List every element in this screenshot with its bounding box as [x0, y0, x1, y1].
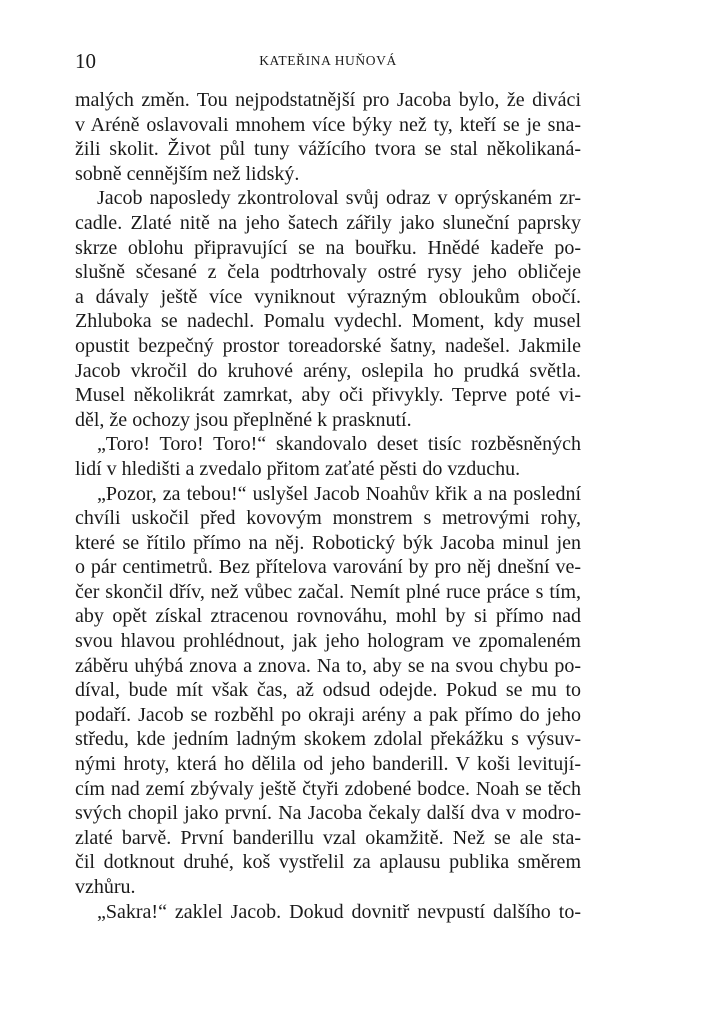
text-line: Jacob vkročil do kruhové arény, oslepila ho prudká světla. [75, 359, 581, 382]
text-line: podaří. Jacob se rozběhl po okraji arény a pak přímo do jeho [75, 703, 581, 726]
text-line: slušně sčesané z čela podtrhovaly ostré rysy jeho obličeje [75, 261, 581, 284]
book-page [75, 46, 581, 924]
text-line: čil dotknout druhé, koš vystřelil za aplausu publika směrem [75, 851, 581, 874]
text-line: chvíli uskočil před kovovým monstrem s metrovými rohy, [75, 507, 581, 530]
text-line: cím nad zemí zbývaly ještě čtyři zdobené bodce. Noah se těch [75, 777, 581, 800]
text-line: vzhůru. [75, 876, 136, 898]
text-line: a dávaly ještě více vyniknout výrazným obloukům obočí. [75, 285, 581, 308]
text-line: opustit bezpečný prostor toreadorské šatny, nadešel. Jakmile [75, 334, 581, 357]
text-line: zlaté barvě. První banderillu vzal okamžitě. Než se ale sta- [75, 826, 581, 849]
text-line: žili skolit. Život půl tuny vážícího tvora se stal několikaná- [75, 138, 581, 161]
text-line: čer skončil dřív, než vůbec začal. Nemít plné ruce práce s tím, [75, 580, 581, 603]
text-line: Musel několikrát zamrkat, aby oči přivykly. Teprve poté vi- [75, 384, 581, 407]
text-line: lidí v hledišti a zvedalo přitom zaťaté pěsti do vzduchu. [75, 457, 521, 480]
text-line: „Toro! Toro! Toro!“ skandovalo deset tisíc rozběsněných [97, 433, 581, 456]
text-line: malých změn. Tou nejpodstatnější pro Jacoba bylo, že diváci [75, 89, 581, 111]
page-header [75, 46, 581, 76]
text-line: středu, kde jedním ladným skokem zdolal překážku s výsuv- [75, 728, 581, 751]
text-line: Zhluboka se nadechl. Pomalu vydechl. Moment, kdy musel [75, 310, 581, 333]
text-line: cadle. Zlaté nitě na jeho šatech zářily jako sluneční paprsky [75, 211, 581, 234]
running-head-author: KATEŘINA HUŇOVÁ [259, 53, 397, 68]
text-line: které se řítilo přímo na něj. Robotický býk Jacoba minul jen [75, 531, 581, 554]
text-line: svou hlavou prohlédnout, jak jeho hologram ve zpomaleném [75, 630, 581, 653]
text-line: svých chopil jako první. Na Jacoba čekaly další dva v modro- [75, 802, 581, 825]
text-line: děl, že ochozy jsou přeplněné k prasknutí. [75, 408, 412, 431]
body-text [75, 88, 581, 924]
page-number: 10 [75, 49, 96, 73]
text-line: nými hroty, která ho dělila od jeho banderill. V koši levitují- [75, 753, 581, 776]
text-line: Jacob naposledy zkontroloval svůj odraz v oprýskaném zr- [97, 187, 581, 210]
text-line: v Aréně oslavovali mnohem více býky než ty, kteří se je sna- [75, 113, 581, 136]
text-line: „Sakra!“ zaklel Jacob. Dokud dovnitř nevpustí dalšího to- [97, 900, 581, 923]
text-line: „Pozor, za tebou!“ uslyšel Jacob Noahův křik a na poslední [97, 482, 581, 505]
text-line: aby opět získal ztracenou rovnováhu, mohl by si přímo nad [75, 605, 581, 628]
text-line: o pár centimetrů. Bez přítelova varování by pro něj dnešní ve- [75, 556, 581, 579]
text-line: skrze oblohu připravující se na bouřku. Hnědé kadeře po- [75, 236, 581, 259]
text-line: záběru uhýbá znova a znova. Na to, aby se na svou chybu po- [75, 654, 581, 677]
text-line: sobně cennějším než lidský. [75, 162, 300, 185]
text-line: díval, bude mít však čas, až odsud odejde. Pokud se mu to [75, 679, 581, 702]
